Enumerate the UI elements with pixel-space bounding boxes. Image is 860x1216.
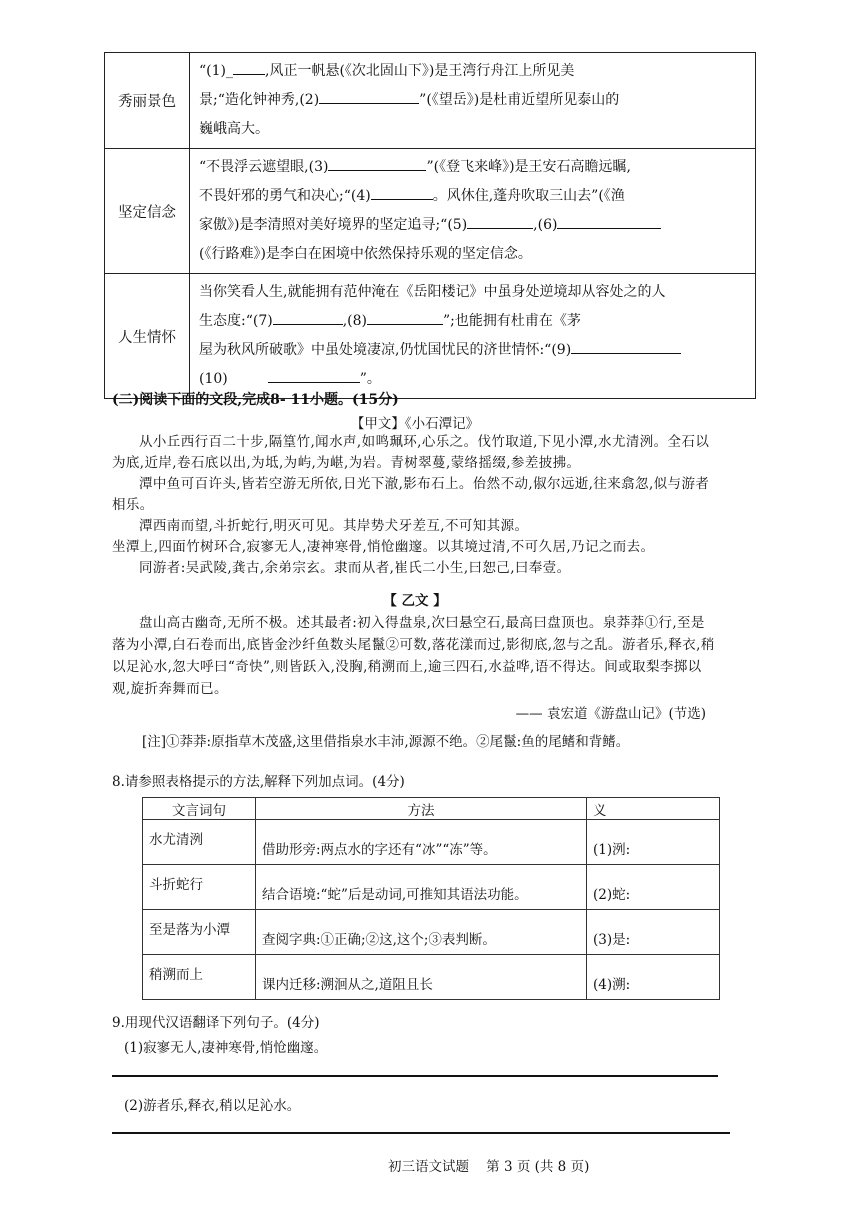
table-row: [143, 865, 720, 910]
text: 不畏奸邪的勇气和决心;“(4): [199, 188, 371, 204]
table-row: [105, 274, 756, 399]
answer-line-2[interactable]: [112, 1132, 730, 1134]
header-method: 方法: [256, 798, 587, 820]
text: 当你笑看人生,就能拥有范仲淹在《岳阳楼记》中虽身处逆境却从容处之的人: [199, 284, 666, 300]
poetry-fill-table: [104, 52, 756, 399]
annotation-note: [注]①莽莽:原指草木茂盛,这里借指泉水丰沛,源源不绝。②尾鬣:鱼的尾鳍和背鳍。: [142, 734, 630, 750]
text: 。风休住,蓬舟吹取三山去”(《渔: [432, 188, 625, 204]
text: ,风正一帆悬(《次北固山下》)是王湾行舟江上所见美: [265, 63, 575, 79]
category-cell: 坚定信念: [105, 149, 190, 274]
question-8-prompt: 8.请参照表格提示的方法,解释下列加点词。(4分): [112, 774, 405, 790]
table-row: [143, 820, 720, 865]
category-cell: 秀丽景色: [105, 53, 190, 149]
answer-blank-9[interactable]: [571, 339, 681, 354]
method-cell: 查阅字典:①正确;②这,这个;③表判断。: [256, 910, 587, 955]
yi-source: —— 袁宏道《游盘山记》(节选): [515, 706, 706, 722]
answer-cell[interactable]: (3)是:: [587, 910, 720, 955]
header-meaning: 义: [587, 798, 720, 820]
content-cell: [190, 149, 756, 274]
table-row: [105, 149, 756, 274]
method-cell: 借助形旁:两点水的字还有“冰”“冻”等。: [256, 820, 587, 865]
answer-blank-6[interactable]: [557, 214, 661, 229]
table-row: [143, 955, 720, 1000]
phrase-cell: 水尤清洌: [143, 820, 256, 865]
answer-cell[interactable]: (4)溯:: [587, 955, 720, 1000]
jia-paragraph: 同游者:吴武陵,龚古,余弟宗玄。隶而从者,崔氏二小生,曰恕己,曰奉壹。: [139, 560, 571, 576]
method-cell: 课内迁移:溯洄从之,道阻且长: [256, 955, 587, 1000]
jia-paragraph: 潭西南而望,斗折蛇行,明灭可见。其岸势犬牙差互,不可知其源。: [139, 518, 529, 534]
text: ,(6): [533, 217, 558, 233]
answer-cell[interactable]: (1)洌:: [587, 820, 720, 865]
table-row: [105, 53, 756, 149]
text: (《行路难》)是李白在困境中依然保持乐观的坚定信念。: [199, 246, 532, 262]
text: ”(《登飞来峰》)是王安石高瞻远瞩,: [426, 159, 631, 175]
text: 巍峨高大。: [199, 121, 269, 137]
section-title: (二)阅读下面的文段,完成8- 11小题。(15分): [112, 392, 399, 408]
text: ”(《望岳》)是杜甫近望所见泰山的: [419, 92, 620, 108]
method-cell: 结合语境:“蛇”后是动词,可推知其语法功能。: [256, 865, 587, 910]
page-footer: 初三语文试题 第 3 页 (共 8 页): [388, 1159, 590, 1175]
text: 景;“造化钟神秀,(2): [199, 92, 320, 108]
answer-blank-2[interactable]: [319, 89, 419, 104]
text: ,(8): [342, 313, 367, 329]
text: ”;也能拥有杜甫在《茅: [443, 313, 581, 329]
jia-title: 【甲文】《小石潭记》: [350, 416, 480, 432]
jia-paragraph: 从小丘西行百二十步,隔篁竹,闻水声,如鸣珮环,心乐之。伐竹取道,下见小潭,水尤清洌。全石以为底,近岸,卷石底以出,为坻,为屿,为嵁,为岩。青树翠蔓,蒙络摇缀,参差披拂。: [112, 434, 710, 471]
content-cell: [190, 53, 756, 149]
category-cell: 人生情怀: [105, 274, 190, 399]
phrase-cell: 稍溯而上: [143, 955, 256, 1000]
answer-line-1[interactable]: [112, 1075, 718, 1077]
header-phrase: 文言词句: [143, 798, 256, 820]
jia-text: [112, 432, 718, 579]
text: ”。: [359, 371, 381, 387]
answer-blank-7[interactable]: [273, 310, 343, 325]
phrase-cell: 至是落为小潭: [143, 910, 256, 955]
text: “不畏浮云遮望眼,(3): [199, 159, 329, 175]
answer-blank-8[interactable]: [367, 310, 443, 325]
text: 生态度:“(7): [199, 313, 273, 329]
table-header-row: [143, 798, 720, 820]
answer-blank-3[interactable]: [328, 156, 426, 171]
content-cell: [190, 274, 756, 399]
phrase-cell: 斗折蛇行: [143, 865, 256, 910]
text: “(1)_: [199, 63, 233, 79]
text: 家傲》)是李清照对美好境界的坚定追寻;“(5): [199, 217, 468, 233]
answer-blank-4[interactable]: [371, 185, 433, 200]
jia-paragraph: 潭中鱼可百许头,皆若空游无所依,日光下澈,影布石上。佁然不动,俶尔远逝,往来翕忽,似与游者相乐。: [112, 476, 710, 513]
text: (10): [199, 371, 228, 387]
answer-cell[interactable]: (2)蛇:: [587, 865, 720, 910]
translate-sentence-2: (2)游者乐,释衣,稍以足沁水。: [124, 1098, 301, 1114]
yi-title: 【 乙文 】: [383, 593, 447, 609]
answer-blank-5[interactable]: [467, 214, 533, 229]
method-table: [142, 797, 720, 1000]
answer-blank-1[interactable]: [233, 60, 265, 75]
translate-sentence-1: (1)寂寥无人,凄神寒骨,悄怆幽邃。: [124, 1040, 328, 1056]
jia-paragraph: 坐潭上,四面竹树环合,寂寥无人,凄神寒骨,悄怆幽邃。以其境过清,不可久居,乃记之而去。: [112, 539, 655, 555]
question-9-prompt: 9.用现代汉语翻译下列句子。(4分): [112, 1015, 320, 1031]
table-row: [143, 910, 720, 955]
yi-paragraph: 盘山高古幽奇,无所不极。述其最者:初入得盘泉,次曰悬空石,最高曰盘顶也。泉莽莽①行,至是落为小潭,白石卷而出,底皆金沙纤鱼数头尾鬣②可数,落花漾而过,影彻底,忽与之乱。游者乐,释衣,稍以足沁水,忽大呼曰“奇快”,则皆跃入,没胸,稍溯而上,逾三四石,水益哗,语不得达。间或取梨李掷以观,旋折奔舞而已。: [112, 615, 715, 697]
text: 屋为秋风所破歌》中虽处境凄凉,仍忧国忧民的济世情怀:“(9): [199, 342, 572, 358]
answer-blank-10[interactable]: [268, 368, 360, 383]
